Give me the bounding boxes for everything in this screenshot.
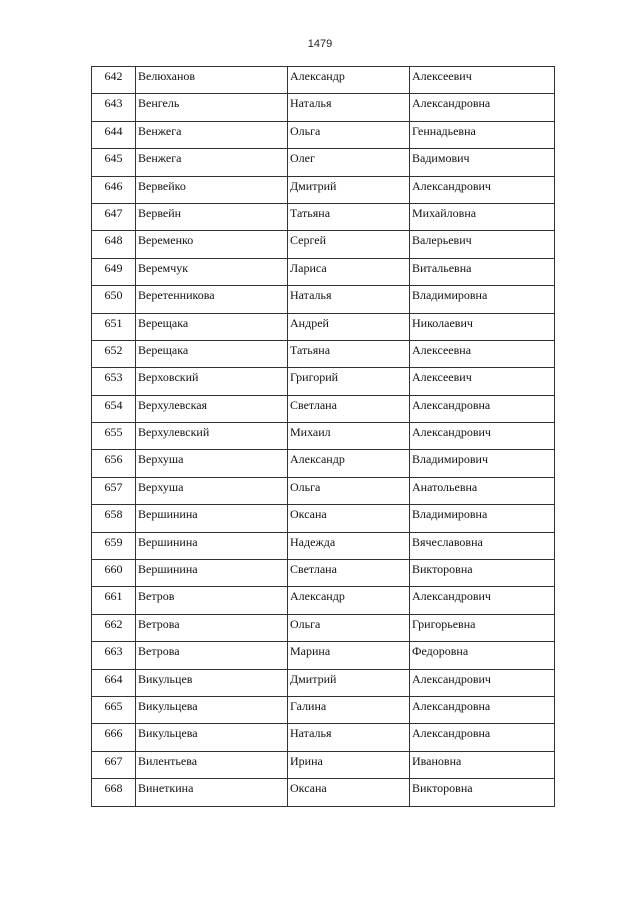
row-number-cell: 659 [92,532,136,559]
first-name-cell: Марина [288,642,410,669]
row-number-cell: 656 [92,450,136,477]
surname-cell: Венгель [136,94,288,121]
surname-cell: Верхуша [136,450,288,477]
registry-table [91,66,555,807]
surname-cell: Верхулевский [136,423,288,450]
patronymic-cell: Александрович [410,669,555,696]
surname-cell: Винеткина [136,779,288,806]
surname-cell: Верещака [136,340,288,367]
patronymic-cell: Ивановна [410,751,555,778]
first-name-cell: Ирина [288,751,410,778]
row-number-cell: 661 [92,587,136,614]
table-row [92,368,555,395]
first-name-cell: Светлана [288,560,410,587]
patronymic-cell: Валерьевич [410,231,555,258]
surname-cell: Венжега [136,121,288,148]
row-number-cell: 651 [92,313,136,340]
table-row [92,751,555,778]
first-name-cell: Дмитрий [288,176,410,203]
table-row [92,477,555,504]
patronymic-cell: Александрович [410,423,555,450]
first-name-cell: Наталья [288,94,410,121]
row-number-cell: 643 [92,94,136,121]
row-number-cell: 650 [92,286,136,313]
surname-cell: Вилентьева [136,751,288,778]
patronymic-cell: Михайловна [410,203,555,230]
table-row [92,67,555,94]
surname-cell: Викульцева [136,696,288,723]
patronymic-cell: Геннадьевна [410,121,555,148]
patronymic-cell: Викторовна [410,560,555,587]
first-name-cell: Олег [288,149,410,176]
surname-cell: Веременко [136,231,288,258]
surname-cell: Веретенникова [136,286,288,313]
row-number-cell: 654 [92,395,136,422]
patronymic-cell: Вячеславовна [410,532,555,559]
surname-cell: Викульцев [136,669,288,696]
surname-cell: Верхуша [136,477,288,504]
patronymic-cell: Александрович [410,176,555,203]
patronymic-cell: Григорьевна [410,614,555,641]
patronymic-cell: Витальевна [410,258,555,285]
patronymic-cell: Николаевич [410,313,555,340]
first-name-cell: Андрей [288,313,410,340]
table-row [92,258,555,285]
surname-cell: Вервейн [136,203,288,230]
table-row [92,149,555,176]
surname-cell: Вервейко [136,176,288,203]
first-name-cell: Оксана [288,505,410,532]
surname-cell: Верховский [136,368,288,395]
table-row [92,203,555,230]
row-number-cell: 648 [92,231,136,258]
surname-cell: Вершинина [136,505,288,532]
surname-cell: Велюханов [136,67,288,94]
first-name-cell: Александр [288,67,410,94]
row-number-cell: 657 [92,477,136,504]
row-number-cell: 645 [92,149,136,176]
first-name-cell: Наталья [288,286,410,313]
table-row [92,614,555,641]
row-number-cell: 667 [92,751,136,778]
row-number-cell: 666 [92,724,136,751]
patronymic-cell: Владимировна [410,286,555,313]
patronymic-cell: Владимирович [410,450,555,477]
row-number-cell: 655 [92,423,136,450]
patronymic-cell: Александровна [410,696,555,723]
table-row [92,340,555,367]
table-row [92,669,555,696]
first-name-cell: Ольга [288,614,410,641]
patronymic-cell: Вадимович [410,149,555,176]
surname-cell: Верещака [136,313,288,340]
table-row [92,423,555,450]
surname-cell: Венжега [136,149,288,176]
first-name-cell: Александр [288,587,410,614]
row-number-cell: 647 [92,203,136,230]
first-name-cell: Михаил [288,423,410,450]
surname-cell: Викульцева [136,724,288,751]
table-row [92,696,555,723]
first-name-cell: Дмитрий [288,669,410,696]
patronymic-cell: Анатольевна [410,477,555,504]
table-row [92,560,555,587]
first-name-cell: Ольга [288,477,410,504]
patronymic-cell: Александровна [410,94,555,121]
first-name-cell: Надежда [288,532,410,559]
row-number-cell: 663 [92,642,136,669]
surname-cell: Верхулевская [136,395,288,422]
surname-cell: Вершинина [136,532,288,559]
patronymic-cell: Федоровна [410,642,555,669]
patronymic-cell: Александрович [410,587,555,614]
table-row [92,532,555,559]
patronymic-cell: Владимировна [410,505,555,532]
row-number-cell: 653 [92,368,136,395]
row-number-cell: 665 [92,696,136,723]
first-name-cell: Ольга [288,121,410,148]
patronymic-cell: Алексеевич [410,67,555,94]
row-number-cell: 642 [92,67,136,94]
row-number-cell: 644 [92,121,136,148]
first-name-cell: Галина [288,696,410,723]
patronymic-cell: Викторовна [410,779,555,806]
table-row [92,587,555,614]
first-name-cell: Сергей [288,231,410,258]
table-row [92,94,555,121]
table-row [92,313,555,340]
registry-table-body [92,67,555,807]
row-number-cell: 662 [92,614,136,641]
table-row [92,395,555,422]
page-number: 1479 [307,38,333,50]
first-name-cell: Наталья [288,724,410,751]
first-name-cell: Григорий [288,368,410,395]
table-row [92,121,555,148]
row-number-cell: 658 [92,505,136,532]
table-row [92,505,555,532]
table-row [92,724,555,751]
patronymic-cell: Алексеевич [410,368,555,395]
patronymic-cell: Александровна [410,724,555,751]
row-number-cell: 660 [92,560,136,587]
table-row [92,176,555,203]
table-row [92,231,555,258]
surname-cell: Ветрова [136,642,288,669]
first-name-cell: Оксана [288,779,410,806]
first-name-cell: Светлана [288,395,410,422]
table-row [92,286,555,313]
row-number-cell: 668 [92,779,136,806]
row-number-cell: 652 [92,340,136,367]
surname-cell: Ветров [136,587,288,614]
first-name-cell: Татьяна [288,203,410,230]
table-row [92,779,555,806]
surname-cell: Ветрова [136,614,288,641]
patronymic-cell: Алексеевна [410,340,555,367]
first-name-cell: Татьяна [288,340,410,367]
first-name-cell: Александр [288,450,410,477]
row-number-cell: 664 [92,669,136,696]
first-name-cell: Лариса [288,258,410,285]
row-number-cell: 649 [92,258,136,285]
surname-cell: Вершинина [136,560,288,587]
table-row [92,642,555,669]
surname-cell: Веремчук [136,258,288,285]
row-number-cell: 646 [92,176,136,203]
table-row [92,450,555,477]
patronymic-cell: Александровна [410,395,555,422]
